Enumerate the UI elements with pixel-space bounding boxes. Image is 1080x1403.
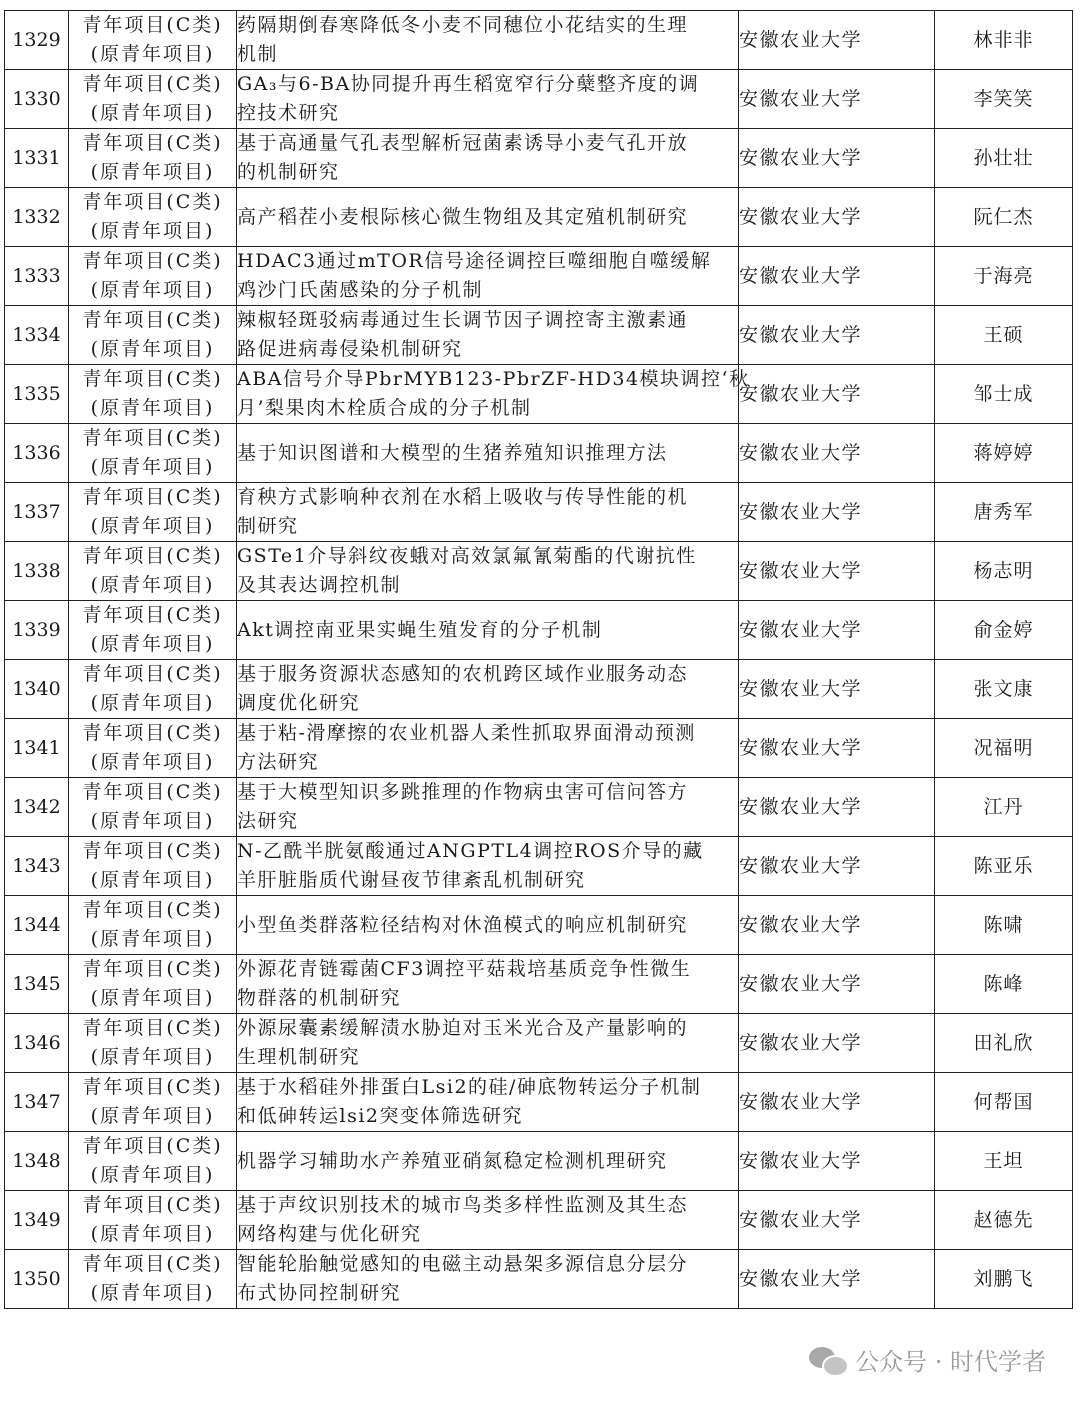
row-number: 1337 — [5, 483, 69, 542]
principal-investigator: 江丹 — [935, 778, 1073, 837]
project-title-line1: 基于粘-滑摩擦的农业机器人柔性抓取界面滑动预测 — [237, 722, 696, 744]
table-row — [5, 719, 1073, 778]
project-type-line1: 青年项目(C类) — [82, 663, 223, 685]
institution: 安徽农业大学 — [739, 719, 935, 778]
project-type-line2: (原青年项目) — [90, 456, 215, 478]
table-row — [5, 188, 1073, 247]
project-type-line2: (原青年项目) — [90, 397, 215, 419]
institution: 安徽农业大学 — [739, 1132, 935, 1191]
project-type-line2: (原青年项目) — [90, 161, 215, 183]
project-type-line1: 青年项目(C类) — [82, 958, 223, 980]
principal-investigator: 陈峰 — [935, 955, 1073, 1014]
institution: 安徽农业大学 — [739, 1250, 935, 1309]
watermark-text: 公众号 · 时代学者 — [855, 1348, 1046, 1376]
project-type-line1: 青年项目(C类) — [82, 1253, 223, 1275]
project-type-line1: 青年项目(C类) — [82, 368, 223, 390]
project-title-line1: ABA信号介导PbrMYB123-PbrZF-HD34模块调控‘秋 — [237, 368, 750, 390]
project-type-line2: (原青年项目) — [90, 810, 215, 832]
project-type — [69, 1250, 237, 1309]
principal-investigator: 林非非 — [935, 11, 1073, 70]
table-row — [5, 1191, 1073, 1250]
institution: 安徽农业大学 — [739, 955, 935, 1014]
project-title-line1: 小型鱼类群落粒径结构对休渔模式的响应机制研究 — [237, 913, 689, 936]
table-row — [5, 424, 1073, 483]
institution: 安徽农业大学 — [739, 837, 935, 896]
table-row — [5, 542, 1073, 601]
project-type-line2: (原青年项目) — [90, 43, 215, 65]
project-title-line2: 法研究 — [237, 810, 299, 832]
row-number: 1340 — [5, 660, 69, 719]
principal-investigator: 俞金婷 — [935, 601, 1073, 660]
project-type-line2: (原青年项目) — [90, 1105, 215, 1127]
project-type — [69, 483, 237, 542]
project-type-line1: 青年项目(C类) — [82, 1194, 223, 1216]
project-title-line1: 辣椒轻斑驳病毒通过生长调节因子调控寄主激素通 — [237, 309, 689, 331]
project-type-line1: 青年项目(C类) — [82, 14, 223, 36]
table-row — [5, 1073, 1073, 1132]
project-type-line2: (原青年项目) — [90, 987, 215, 1009]
table-row — [5, 1014, 1073, 1073]
table-row — [5, 247, 1073, 306]
project-title — [237, 778, 739, 837]
project-type-line2: (原青年项目) — [90, 102, 215, 124]
project-title — [237, 601, 739, 660]
project-title-line2: 的机制研究 — [237, 161, 340, 183]
institution: 安徽农业大学 — [739, 424, 935, 483]
wechat-icon — [809, 1345, 847, 1375]
institution: 安徽农业大学 — [739, 778, 935, 837]
project-type-line1: 青年项目(C类) — [82, 427, 223, 449]
project-title-line1: 基于服务资源状态感知的农机跨区域作业服务动态 — [237, 663, 689, 685]
project-title-line1: 基于高通量气孔表型解析冠菌素诱导小麦气孔开放 — [237, 132, 689, 154]
project-title-line2: 羊肝脏脂质代谢昼夜节律紊乱机制研究 — [237, 869, 586, 891]
principal-investigator: 张文康 — [935, 660, 1073, 719]
project-title-line2: 及其表达调控机制 — [237, 574, 402, 596]
project-title-line2: 生理机制研究 — [237, 1046, 361, 1068]
project-type-line2: (原青年项目) — [90, 338, 215, 360]
principal-investigator: 陈啸 — [935, 896, 1073, 955]
project-title-line1: 机器学习辅助水产养殖亚硝氮稳定检测机理研究 — [237, 1149, 668, 1172]
institution: 安徽农业大学 — [739, 306, 935, 365]
project-title — [237, 955, 739, 1014]
project-type-line1: 青年项目(C类) — [82, 250, 223, 272]
project-type-line2: (原青年项目) — [90, 928, 215, 950]
project-type — [69, 601, 237, 660]
project-type — [69, 955, 237, 1014]
table-row — [5, 11, 1073, 70]
principal-investigator: 阮仁杰 — [935, 188, 1073, 247]
principal-investigator: 陈亚乐 — [935, 837, 1073, 896]
principal-investigator: 邹士成 — [935, 365, 1073, 424]
row-number: 1338 — [5, 542, 69, 601]
project-title-line1: 外源尿囊素缓解渍水胁迫对玉米光合及产量影响的 — [237, 1017, 689, 1039]
project-type — [69, 11, 237, 70]
project-type-line1: 青年项目(C类) — [82, 73, 223, 95]
project-title — [237, 1250, 739, 1309]
project-type — [69, 1132, 237, 1191]
project-type — [69, 1073, 237, 1132]
project-type-line2: (原青年项目) — [90, 279, 215, 301]
project-title — [237, 1073, 739, 1132]
project-type-line2: (原青年项目) — [90, 1046, 215, 1068]
project-title-line1: N-乙酰半胱氨酸通过ANGPTL4调控ROS介导的藏 — [237, 840, 704, 862]
project-title-line2: 控技术研究 — [237, 102, 340, 124]
project-title-line1: 基于大模型知识多跳推理的作物病虫害可信问答方 — [237, 781, 689, 803]
principal-investigator: 李笑笑 — [935, 70, 1073, 129]
project-title — [237, 1191, 739, 1250]
project-title-line1: GSTe1介导斜纹夜蛾对高效氯氟氰菊酯的代谢抗性 — [237, 545, 697, 567]
institution: 安徽农业大学 — [739, 483, 935, 542]
project-title — [237, 424, 739, 483]
project-type — [69, 1191, 237, 1250]
project-title — [237, 365, 750, 424]
project-title — [237, 129, 739, 188]
project-title-line1: 外源花青链霉菌CF3调控平菇栽培基质竞争性微生 — [237, 958, 692, 980]
project-type-line2: (原青年项目) — [90, 1282, 215, 1304]
row-number: 1344 — [5, 896, 69, 955]
project-title-line2: 制研究 — [237, 515, 299, 537]
table-row — [5, 601, 1073, 660]
row-number: 1329 — [5, 11, 69, 70]
row-number: 1336 — [5, 424, 69, 483]
institution: 安徽农业大学 — [739, 247, 935, 306]
project-type — [69, 896, 237, 955]
principal-investigator: 蒋婷婷 — [935, 424, 1073, 483]
institution: 安徽农业大学 — [739, 70, 935, 129]
institution: 安徽农业大学 — [739, 896, 935, 955]
institution: 安徽农业大学 — [739, 1191, 935, 1250]
project-title — [237, 306, 739, 365]
project-type — [69, 129, 237, 188]
project-type — [69, 542, 237, 601]
project-title-line2: 月’梨果肉木栓质合成的分子机制 — [237, 397, 532, 419]
project-type-line2: (原青年项目) — [90, 751, 215, 773]
project-type-line1: 青年项目(C类) — [82, 1135, 223, 1157]
institution: 安徽农业大学 — [739, 365, 935, 424]
project-type — [69, 306, 237, 365]
project-title — [237, 660, 739, 719]
principal-investigator: 于海亮 — [935, 247, 1073, 306]
project-title-line2: 机制 — [237, 43, 279, 65]
row-number: 1333 — [5, 247, 69, 306]
table-row — [5, 70, 1073, 129]
table-row — [5, 129, 1073, 188]
project-table — [4, 10, 1073, 1309]
project-title-line1: 基于声纹识别技术的城市鸟类多样性监测及其生态 — [237, 1194, 689, 1216]
project-title-line2: 物群落的机制研究 — [237, 987, 402, 1009]
watermark — [809, 1342, 1046, 1377]
row-number: 1335 — [5, 365, 69, 424]
table-row — [5, 896, 1073, 955]
project-type-line2: (原青年项目) — [90, 515, 215, 537]
row-number: 1332 — [5, 188, 69, 247]
table-row — [5, 1250, 1073, 1309]
institution: 安徽农业大学 — [739, 129, 935, 188]
table-row — [5, 365, 1073, 424]
principal-investigator: 赵德先 — [935, 1191, 1073, 1250]
row-number: 1347 — [5, 1073, 69, 1132]
project-type-line1: 青年项目(C类) — [82, 1076, 223, 1098]
project-title — [237, 896, 739, 955]
project-title-line1: 高产稻茬小麦根际核心微生物组及其定殖机制研究 — [237, 205, 689, 228]
project-title-line2: 鸡沙门氏菌感染的分子机制 — [237, 279, 484, 301]
institution: 安徽农业大学 — [739, 601, 935, 660]
project-type-line2: (原青年项目) — [90, 1164, 215, 1186]
project-type-line1: 青年项目(C类) — [82, 545, 223, 567]
project-title-line1: HDAC3通过mTOR信号途径调控巨噬细胞自噬缓解 — [237, 250, 712, 272]
project-type-line1: 青年项目(C类) — [82, 191, 223, 213]
row-number: 1330 — [5, 70, 69, 129]
institution: 安徽农业大学 — [739, 542, 935, 601]
table-row — [5, 660, 1073, 719]
project-title — [237, 70, 739, 129]
project-type-line1: 青年项目(C类) — [82, 722, 223, 744]
project-type — [69, 424, 237, 483]
principal-investigator: 孙壮壮 — [935, 129, 1073, 188]
project-title-line1: 育秧方式影响种衣剂在水稻上吸收与传导性能的机 — [237, 486, 689, 508]
row-number: 1341 — [5, 719, 69, 778]
project-title — [237, 1132, 739, 1191]
project-type-line2: (原青年项目) — [90, 1223, 215, 1245]
project-type-line2: (原青年项目) — [90, 574, 215, 596]
principal-investigator: 田礼欣 — [935, 1014, 1073, 1073]
project-title — [237, 247, 739, 306]
institution: 安徽农业大学 — [739, 660, 935, 719]
principal-investigator: 杨志明 — [935, 542, 1073, 601]
table-row — [5, 1132, 1073, 1191]
principal-investigator: 王坦 — [935, 1132, 1073, 1191]
project-type-line2: (原青年项目) — [90, 633, 215, 655]
project-title — [237, 837, 739, 896]
row-number: 1331 — [5, 129, 69, 188]
table-row — [5, 955, 1073, 1014]
project-type — [69, 778, 237, 837]
project-type-line2: (原青年项目) — [90, 692, 215, 714]
project-type-line1: 青年项目(C类) — [82, 781, 223, 803]
project-type-line2: (原青年项目) — [90, 869, 215, 891]
table-body — [5, 11, 1073, 1309]
project-title — [237, 719, 739, 778]
row-number: 1345 — [5, 955, 69, 1014]
project-title-line2: 路促进病毒侵染机制研究 — [237, 338, 463, 360]
project-title-line2: 网络构建与优化研究 — [237, 1223, 422, 1245]
row-number: 1334 — [5, 306, 69, 365]
table-row — [5, 483, 1073, 542]
row-number: 1349 — [5, 1191, 69, 1250]
project-title-line1: 药隔期倒春寒降低冬小麦不同穗位小花结实的生理 — [237, 14, 689, 36]
table-row — [5, 837, 1073, 896]
project-title — [237, 542, 739, 601]
institution: 安徽农业大学 — [739, 188, 935, 247]
row-number: 1348 — [5, 1132, 69, 1191]
project-type — [69, 247, 237, 306]
row-number: 1350 — [5, 1250, 69, 1309]
row-number: 1339 — [5, 601, 69, 660]
principal-investigator: 王硕 — [935, 306, 1073, 365]
project-title — [237, 11, 739, 70]
project-title-line2: 和低砷转运lsi2突变体筛选研究 — [237, 1105, 523, 1127]
institution: 安徽农业大学 — [739, 1073, 935, 1132]
project-type — [69, 188, 237, 247]
project-title-line1: Akt调控南亚果实蝇生殖发育的分子机制 — [237, 618, 603, 641]
project-title-line2: 布式协同控制研究 — [237, 1282, 402, 1304]
row-number: 1346 — [5, 1014, 69, 1073]
row-number: 1342 — [5, 778, 69, 837]
project-type — [69, 1014, 237, 1073]
table-row — [5, 306, 1073, 365]
project-type-line2: (原青年项目) — [90, 220, 215, 242]
project-type-line1: 青年项目(C类) — [82, 486, 223, 508]
project-type — [69, 719, 237, 778]
institution: 安徽农业大学 — [739, 1014, 935, 1073]
project-title — [237, 1014, 739, 1073]
project-type-line1: 青年项目(C类) — [82, 840, 223, 862]
project-title-line2: 方法研究 — [237, 751, 320, 773]
row-number: 1343 — [5, 837, 69, 896]
principal-investigator: 唐秀军 — [935, 483, 1073, 542]
project-title-line1: GA₃与6-BA协同提升再生稻宽窄行分蘖整齐度的调 — [237, 73, 700, 95]
project-title — [237, 188, 739, 247]
project-type-line1: 青年项目(C类) — [82, 1017, 223, 1039]
project-type-line1: 青年项目(C类) — [82, 309, 223, 331]
project-type — [69, 365, 237, 424]
principal-investigator: 况福明 — [935, 719, 1073, 778]
project-title-line2: 调度优化研究 — [237, 692, 361, 714]
project-type — [69, 660, 237, 719]
project-type — [69, 70, 237, 129]
project-type-line1: 青年项目(C类) — [82, 604, 223, 626]
project-type-line1: 青年项目(C类) — [82, 132, 223, 154]
principal-investigator: 刘鹏飞 — [935, 1250, 1073, 1309]
table-row — [5, 778, 1073, 837]
institution: 安徽农业大学 — [739, 11, 935, 70]
project-type-line1: 青年项目(C类) — [82, 899, 223, 921]
principal-investigator: 何帮国 — [935, 1073, 1073, 1132]
project-title — [237, 483, 739, 542]
project-title-line1: 智能轮胎触觉感知的电磁主动悬架多源信息分层分 — [237, 1253, 689, 1275]
project-title-line1: 基于水稻硅外排蛋白Lsi2的硅/砷底物转运分子机制 — [237, 1076, 702, 1098]
project-type — [69, 837, 237, 896]
project-title-line1: 基于知识图谱和大模型的生猪养殖知识推理方法 — [237, 441, 668, 464]
